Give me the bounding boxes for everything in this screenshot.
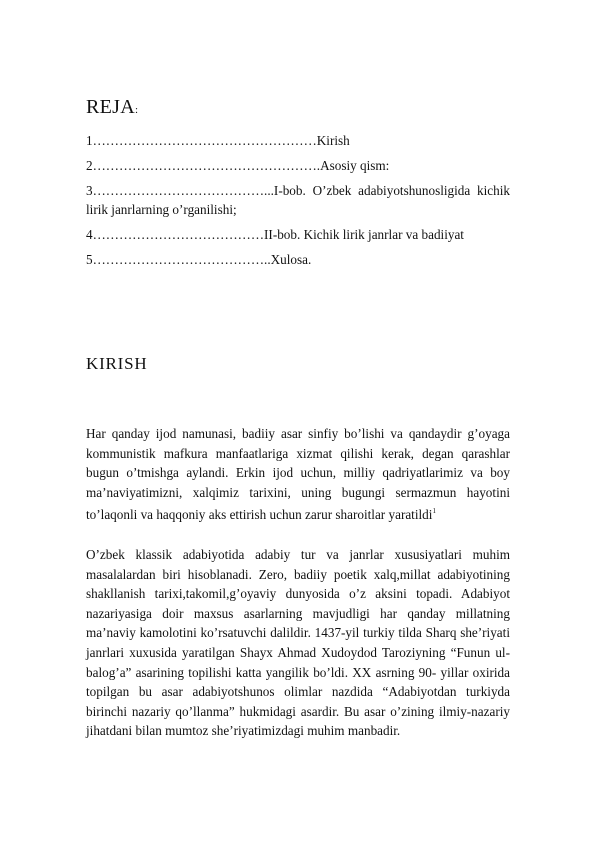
plan-item-5: 5…………………………………..Xulosa. <box>86 252 312 267</box>
plan-item-4: 4…………………………………II-bob. Kichik lirik janrlar va badiiyat <box>86 227 464 242</box>
intro-paragraph-1 <box>86 424 510 525</box>
plan-title: REJA <box>86 96 135 118</box>
intro-paragraph-1-text: Har qanday ijod namunasi, badiiy asar sinfiy bo’lishi va qandaydir g’oyaga kommunistik mafkura manfaatlariga xizmat qilishi kerak, degan qarashlar bugun o’tmishga aylandi. Erkin ijod uchun, milliy qadriyatlarimiz va boy ma’naviyatimizni, xalqimiz tarixini, uning bugungi sermazmun hayotini to’laqonli va haqqoniy aks ettirish uchun zarur sharoitlar yaratildi <box>86 426 510 523</box>
plan-item-1: 1……………………………………………Kirish <box>86 133 350 148</box>
plan-heading <box>86 96 138 119</box>
plan-title-suffix: : <box>134 104 139 116</box>
plan-item-2: 2…………………………………………….Asosiy qism: <box>86 158 390 173</box>
intro-heading: KIRISH <box>86 354 148 373</box>
footnote-mark: 1 <box>432 507 436 516</box>
plan-item-3: 3…………………………………...I-bob. O’zbek adabiyotshunosligida kichik lirik janrlarning o’rganilishi; <box>86 183 510 217</box>
plan-list <box>86 131 510 269</box>
intro-paragraph-2: O’zbek klassik adabiyotida adabiy tur va janrlar xususiyatlari muhim masalalardan biri hisoblanadi. Zero, badiiy poetik xalq,millat adabiyotining shakllanish tarixi,takomil,g’oyaviy dunyosida o’z aksini topadi. Adabiyot nazariyasiga doir maxsus asarlarning mavjudligi har qanday millatning ma’naviy kamolotini ko’rsatuvchi dalildir. 1437-yil turkiy tilda Sharq she’riyati janrlari xuxusida yaratilgan Shayx Ahmad Xudoydod Taroziyning “Funun ul-balog’a” asarining topilishi katta yangilik bo’ldi. XX asrning 90- yillar oxirida topilgan bu asar adabiyotshunos olimlar nazdida “Adabiyotdan turkiyda birinchi nazariy qo’llanma” hukmidagi asardir. Bu asar o’zining ilmiy-nazariy jihatdani bilan mumtoz she’riyatimizdagi muhim manbadir. <box>86 547 510 739</box>
